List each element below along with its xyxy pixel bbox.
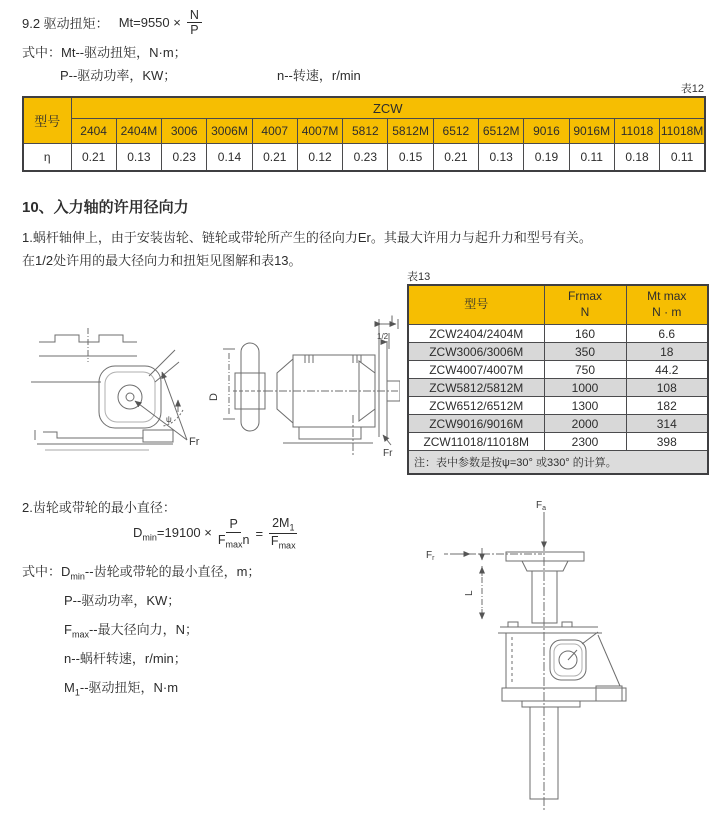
table12-value-cell: 0.21 xyxy=(71,144,116,172)
table12-column-header: 6512M xyxy=(479,119,524,144)
table12 xyxy=(22,96,706,172)
table-cell: 160 xyxy=(544,325,626,343)
table-cell: 108 xyxy=(626,379,708,397)
end-view-diagram xyxy=(25,318,205,468)
formula-prefix: Mt=9550 × xyxy=(118,15,181,31)
section-2-formula xyxy=(133,516,297,551)
table-row xyxy=(408,397,708,415)
where-line-1: 式中：Mt--驱动扭矩，N·m； xyxy=(22,45,187,60)
where-line: n--蜗杆转速，r/min； xyxy=(64,651,187,667)
table12-value-cell: 0.18 xyxy=(614,144,659,172)
section-10-para-2: 在1/2处许用的最大径向力和扭矩见图解和表13。 xyxy=(22,253,302,268)
table-cell: ZCW4007/4007M xyxy=(408,361,544,379)
table-cell: 2000 xyxy=(544,415,626,433)
table-cell: 750 xyxy=(544,361,626,379)
table-row xyxy=(408,433,708,451)
table12-group-row xyxy=(23,97,705,119)
table-cell: ZCW3006/3006M xyxy=(408,343,544,361)
table12-column-header: 3006 xyxy=(162,119,207,144)
section-9-2-heading: 9.2 驱动扭矩： xyxy=(22,16,109,32)
table12-columns-row xyxy=(23,119,705,144)
table12-column-header: 2404 xyxy=(71,119,116,144)
table-cell: 182 xyxy=(626,397,708,415)
table-row xyxy=(408,325,708,343)
section-10-para-1: 1.蜗杆轴伸上，由于安装齿轮、链轮或带轮所产生的径向力Er。其最大许用力与起升力和型号有关。 xyxy=(22,230,592,245)
table-row xyxy=(408,415,708,433)
l-half-dimension-label: 1/2 xyxy=(377,332,389,341)
fraction-n-p xyxy=(187,8,202,38)
table12-column-header: 5812 xyxy=(343,119,388,144)
table12-row-label: η xyxy=(23,144,71,172)
d-dimension-label: D xyxy=(208,393,220,401)
table13 xyxy=(407,284,709,475)
where-line: P--驱动功率，KW； xyxy=(64,593,181,609)
fr-label: Fr xyxy=(383,448,393,459)
psi-label: ψ xyxy=(166,415,172,424)
table-cell: ZCW5812/5812M xyxy=(408,379,544,397)
table13-column-header: 型号 xyxy=(408,285,544,325)
table-cell: 1300 xyxy=(544,397,626,415)
table12-value-cell: 0.23 xyxy=(162,144,207,172)
table12-value-cell: 0.19 xyxy=(524,144,569,172)
fr-force-label: $F_r$ xyxy=(426,550,435,562)
formula2-where-lines xyxy=(22,560,260,705)
where-line: 式中：$D_{min}--$齿轮或带轮的最小直径，m； xyxy=(22,564,261,582)
table-cell: ZCW9016/9016M xyxy=(408,415,544,433)
table12-column-header: 3006M xyxy=(207,119,252,144)
table12-model-header: 型号 xyxy=(23,97,71,144)
table-cell: 314 xyxy=(626,415,708,433)
table13-column-header: Mt max N · m xyxy=(626,285,708,325)
table12-column-header: 5812M xyxy=(388,119,433,144)
table-cell: ZCW11018/11018M xyxy=(408,433,544,451)
table12-column-header: 9016 xyxy=(524,119,569,144)
side-view-diagram xyxy=(205,315,400,470)
fraction-denominator: P xyxy=(190,23,199,38)
fr-label: Fr xyxy=(189,436,200,448)
table12-value-cell: 0.12 xyxy=(297,144,342,172)
table12-value-cell: 0.11 xyxy=(569,144,614,172)
table-row xyxy=(408,361,708,379)
table-cell: 350 xyxy=(544,343,626,361)
jack-view-diagram xyxy=(420,492,712,836)
fraction-numerator: N xyxy=(187,8,202,23)
where-line-2-row xyxy=(60,65,540,84)
table12-value-cell: 0.14 xyxy=(207,144,252,172)
fraction-p-fmaxn: $\frac{P}{F_{max}n}$ xyxy=(217,517,250,550)
table-row xyxy=(408,379,708,397)
table-cell: 44.2 xyxy=(626,361,708,379)
table-cell: 2300 xyxy=(544,433,626,451)
table13-column-header: Frmax N xyxy=(544,285,626,325)
table-cell: ZCW2404/2404M xyxy=(408,325,544,343)
where-line-2: P--驱动功率，KW； xyxy=(60,68,177,83)
table13-note: 注：表中参数是按ψ=30° 或330° 的计算。 xyxy=(408,451,708,475)
table12-column-header: 9016M xyxy=(569,119,614,144)
table12-value-cell: 0.21 xyxy=(433,144,478,172)
table-cell: ZCW6512/6512M xyxy=(408,397,544,415)
table-cell: 1000 xyxy=(544,379,626,397)
table-cell: 398 xyxy=(626,433,708,451)
fraction-2m1-fmax: $\frac{2M_1}{F_{max}}$ xyxy=(270,516,296,551)
formula-lhs: $D_{min}=19100$ × xyxy=(133,524,212,543)
table12-column-header: 4007M xyxy=(297,119,342,144)
where-line: $M_1--$驱动扭矩，N·m xyxy=(64,680,179,698)
table13-header-row xyxy=(408,285,708,325)
table12-value-cell: 0.23 xyxy=(343,144,388,172)
equals-sign: = xyxy=(255,525,264,541)
table13-caption: 表13 xyxy=(407,271,431,283)
table12-value-cell: 0.15 xyxy=(388,144,433,172)
table12-column-header: 11018M xyxy=(660,119,705,144)
table-row xyxy=(408,343,708,361)
l-dimension-label: L xyxy=(464,590,475,596)
table12-column-header: 4007 xyxy=(252,119,297,144)
table12-value-cell: 0.13 xyxy=(479,144,524,172)
table12-caption: 表12 xyxy=(680,83,704,95)
fa-force-label: $F_a$ xyxy=(536,500,547,512)
table12-column-header: 11018 xyxy=(614,119,659,144)
table-cell: 18 xyxy=(626,343,708,361)
table13-note-row xyxy=(408,451,708,475)
table12-column-header: 2404M xyxy=(116,119,161,144)
l-dimension-label: l xyxy=(391,315,393,324)
table12-value-cell: 0.13 xyxy=(116,144,161,172)
section-9-2-formula xyxy=(22,8,202,38)
table12-values-row xyxy=(23,144,705,172)
section-2-heading: 2.齿轮或带轮的最小直径： xyxy=(22,500,176,515)
where-line: $F_{max}--$最大径向力，N； xyxy=(64,622,199,640)
where-line-3: n--转速，r/min xyxy=(277,68,361,83)
table12-group-header: ZCW xyxy=(71,97,705,119)
table-cell: 6.6 xyxy=(626,325,708,343)
table12-value-cell: 0.21 xyxy=(252,144,297,172)
section-10-heading: 10、入力轴的许用径向力 xyxy=(22,199,189,216)
table12-column-header: 6512 xyxy=(433,119,478,144)
table12-value-cell: 0.11 xyxy=(660,144,705,172)
table13-body xyxy=(408,325,708,451)
